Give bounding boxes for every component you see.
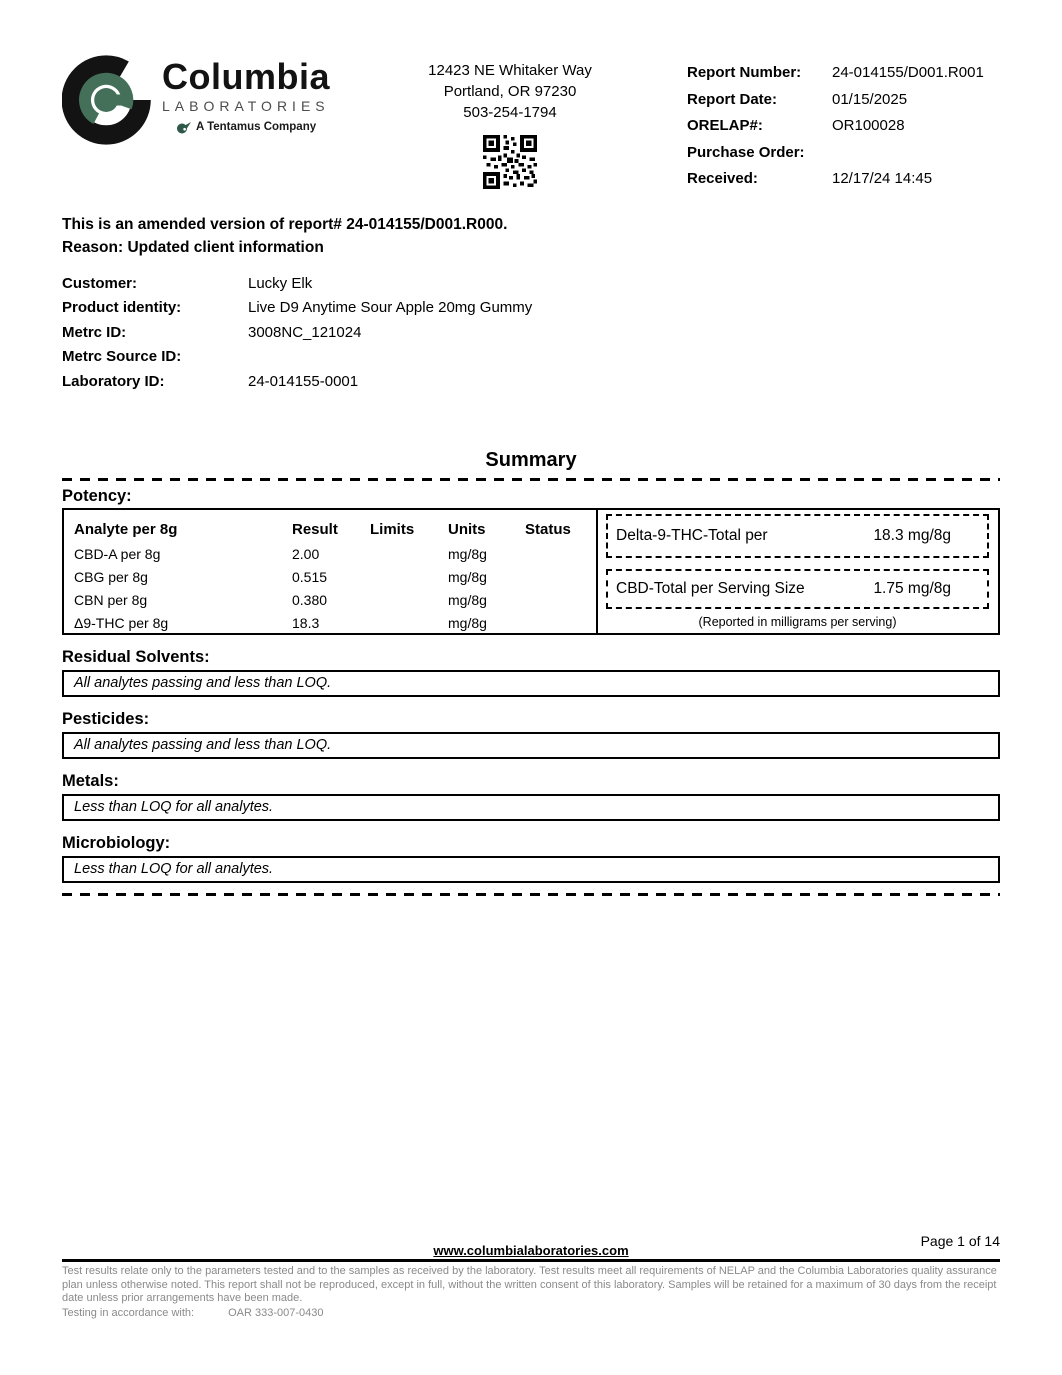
- received-value: 12/17/24 14:45: [832, 170, 933, 187]
- table-row: [74, 589, 596, 612]
- section-result: All analytes passing and less than LOQ.: [62, 732, 1000, 759]
- orelap-label: ORELAP#:: [687, 117, 763, 134]
- analyte-limits: [370, 612, 448, 635]
- page-number: Page 1 of 14: [920, 1233, 1000, 1249]
- laboratory-id-value: 24-014155-0001: [248, 372, 359, 390]
- qr-code: [483, 135, 537, 189]
- accordance-value: OAR 333-007-0430: [228, 1306, 324, 1319]
- potency-heading: Potency:: [62, 487, 132, 506]
- col-result: Result: [292, 521, 338, 539]
- amendment-line-2: Reason: Updated client information: [62, 238, 324, 256]
- section-microbiology: [62, 833, 1000, 883]
- potency-table: [64, 510, 596, 633]
- section-heading: Residual Solvents:: [62, 648, 210, 667]
- section-result: All analytes passing and less than LOQ.: [62, 670, 1000, 697]
- section-result: Less than LOQ for all analytes.: [62, 794, 1000, 821]
- product-identity-value: Live D9 Anytime Sour Apple 20mg Gummy: [248, 299, 533, 317]
- analyte-result: 0.380: [292, 592, 328, 609]
- report-header: [62, 54, 1000, 193]
- section-metals: [62, 771, 1000, 821]
- laboratory-id-label: Laboratory ID:: [62, 372, 165, 390]
- col-limits: Limits: [370, 521, 415, 539]
- amendment-line-1: This is an amended version of report# 24-014155/D001.R000.: [62, 215, 508, 233]
- analyte-limits: [370, 566, 448, 589]
- columbia-logo-icon: [62, 54, 154, 146]
- section-heading: Metals:: [62, 772, 119, 791]
- section-result: Less than LOQ for all analytes.: [62, 856, 1000, 883]
- amendment-notice: [62, 213, 1000, 259]
- cbd-total-row: [606, 569, 989, 609]
- cbd-total-value: 1.75 mg/8g: [873, 580, 951, 598]
- disclaimer-text: Test results relate only to the parameters tested and to the samples as received by the laboratory. Test results meet all requirements of NELAP and the Columbia Laboratories quality assurance plan unless otherwise noted. This report shall not be reproduced, except in full, without the written consent of this laboratory. Samples will be retained for a maximum of 30 days from the receipt date unless prior arrangements have been made.: [62, 1265, 997, 1305]
- sample-info: [62, 272, 1000, 395]
- purchase-order-label: Purchase Order:: [687, 143, 805, 161]
- thc-total-label: Delta-9-THC-Total per: [616, 527, 768, 545]
- lab-address: [380, 54, 640, 189]
- footer-disclaimer: [62, 1265, 1000, 1320]
- col-analyte: Analyte per 8g: [74, 521, 178, 539]
- metrc-source-id-label: Metrc Source ID:: [62, 348, 182, 366]
- analyte-status: [525, 566, 596, 589]
- analyte-status: [525, 612, 596, 635]
- potency-totals-panel: [596, 510, 998, 633]
- potency-panel: [62, 508, 1000, 635]
- address-line-2: Portland, OR 97230: [443, 83, 577, 100]
- report-meta-row: [687, 140, 1000, 167]
- sample-info-row: [62, 296, 1000, 321]
- customer-value: Lucky Elk: [248, 274, 313, 292]
- accordance-line: [62, 1307, 1000, 1321]
- report-number-label: Report Number:: [687, 64, 802, 81]
- purchase-order-value: [832, 140, 1000, 167]
- table-row: [74, 612, 596, 635]
- analyte-units: mg/8g: [448, 615, 487, 632]
- address-line-3: 503-254-1794: [463, 104, 557, 121]
- footer-rule: [62, 1259, 1000, 1262]
- report-meta: [687, 54, 1000, 193]
- logo-tagline: [176, 120, 330, 134]
- section-heading: Microbiology:: [62, 834, 171, 853]
- totals-note: (Reported in milligrams per serving): [698, 615, 897, 630]
- tentamus-bird-icon: [176, 120, 191, 134]
- analyte-units: mg/8g: [448, 569, 487, 586]
- analyte-units: mg/8g: [448, 546, 487, 563]
- report-date-value: 01/15/2025: [832, 90, 908, 108]
- col-units: Units: [448, 521, 486, 539]
- analyte-name: Δ9-THC per 8g: [74, 615, 169, 632]
- received-label: Received:: [687, 170, 758, 187]
- report-meta-row: [687, 166, 1000, 193]
- thc-total-value: 18.3 mg/8g: [873, 527, 951, 545]
- analyte-status: [525, 589, 596, 612]
- accordance-label: Testing in accordance with:: [62, 1306, 195, 1319]
- orelap-value: OR100028: [832, 117, 905, 134]
- metrc-id-value: 3008NC_121024: [248, 323, 362, 341]
- customer-label: Customer:: [62, 274, 138, 292]
- report-meta-row: [687, 87, 1000, 114]
- logo-text: [162, 54, 330, 134]
- logo-subtitle: LABORATORIES: [162, 97, 330, 114]
- sample-info-row: [62, 345, 1000, 370]
- sample-info-row: [62, 370, 1000, 395]
- analyte-result: 0.515: [292, 569, 328, 586]
- analyte-result: 2.00: [292, 546, 320, 563]
- table-row: [74, 543, 596, 566]
- analyte-limits: [370, 543, 448, 566]
- tagline-text: A Tentamus Company: [196, 120, 317, 133]
- report-number-value: 24-014155/D001.R001: [832, 64, 984, 81]
- analyte-limits: [370, 589, 448, 612]
- metrc-source-id-value: [248, 345, 1000, 370]
- sample-info-row: [62, 321, 1000, 346]
- section-residual-solvents: [62, 647, 1000, 697]
- col-status: Status: [525, 521, 571, 539]
- report-meta-row: [687, 60, 1000, 87]
- sample-info-row: [62, 272, 1000, 297]
- report-meta-row: [687, 113, 1000, 140]
- analyte-name: CBN per 8g: [74, 592, 148, 609]
- potency-table-header: [74, 517, 596, 543]
- analyte-name: CBG per 8g: [74, 569, 148, 586]
- summary-title: Summary: [485, 449, 577, 472]
- analyte-result: 18.3: [292, 615, 320, 632]
- thc-total-row: [606, 514, 989, 558]
- product-identity-label: Product identity:: [62, 299, 182, 317]
- website-link: www.columbialaboratories.com: [433, 1243, 629, 1258]
- metrc-id-label: Metrc ID:: [62, 323, 127, 341]
- section-pesticides: [62, 709, 1000, 759]
- analyte-name: CBD-A per 8g: [74, 546, 161, 563]
- dashed-divider-bottom: [62, 893, 1000, 896]
- columbia-logo: [62, 54, 357, 146]
- report-date-label: Report Date:: [687, 90, 778, 108]
- analyte-units: mg/8g: [448, 592, 487, 609]
- section-heading: Pesticides:: [62, 710, 150, 729]
- cbd-total-label: CBD-Total per Serving Size: [616, 580, 805, 598]
- address-line-1: 12423 NE Whitaker Way: [428, 62, 592, 79]
- dashed-divider-top: [62, 478, 1000, 481]
- table-row: [74, 566, 596, 589]
- analyte-status: [525, 543, 596, 566]
- logo-wordmark: Columbia: [162, 56, 331, 97]
